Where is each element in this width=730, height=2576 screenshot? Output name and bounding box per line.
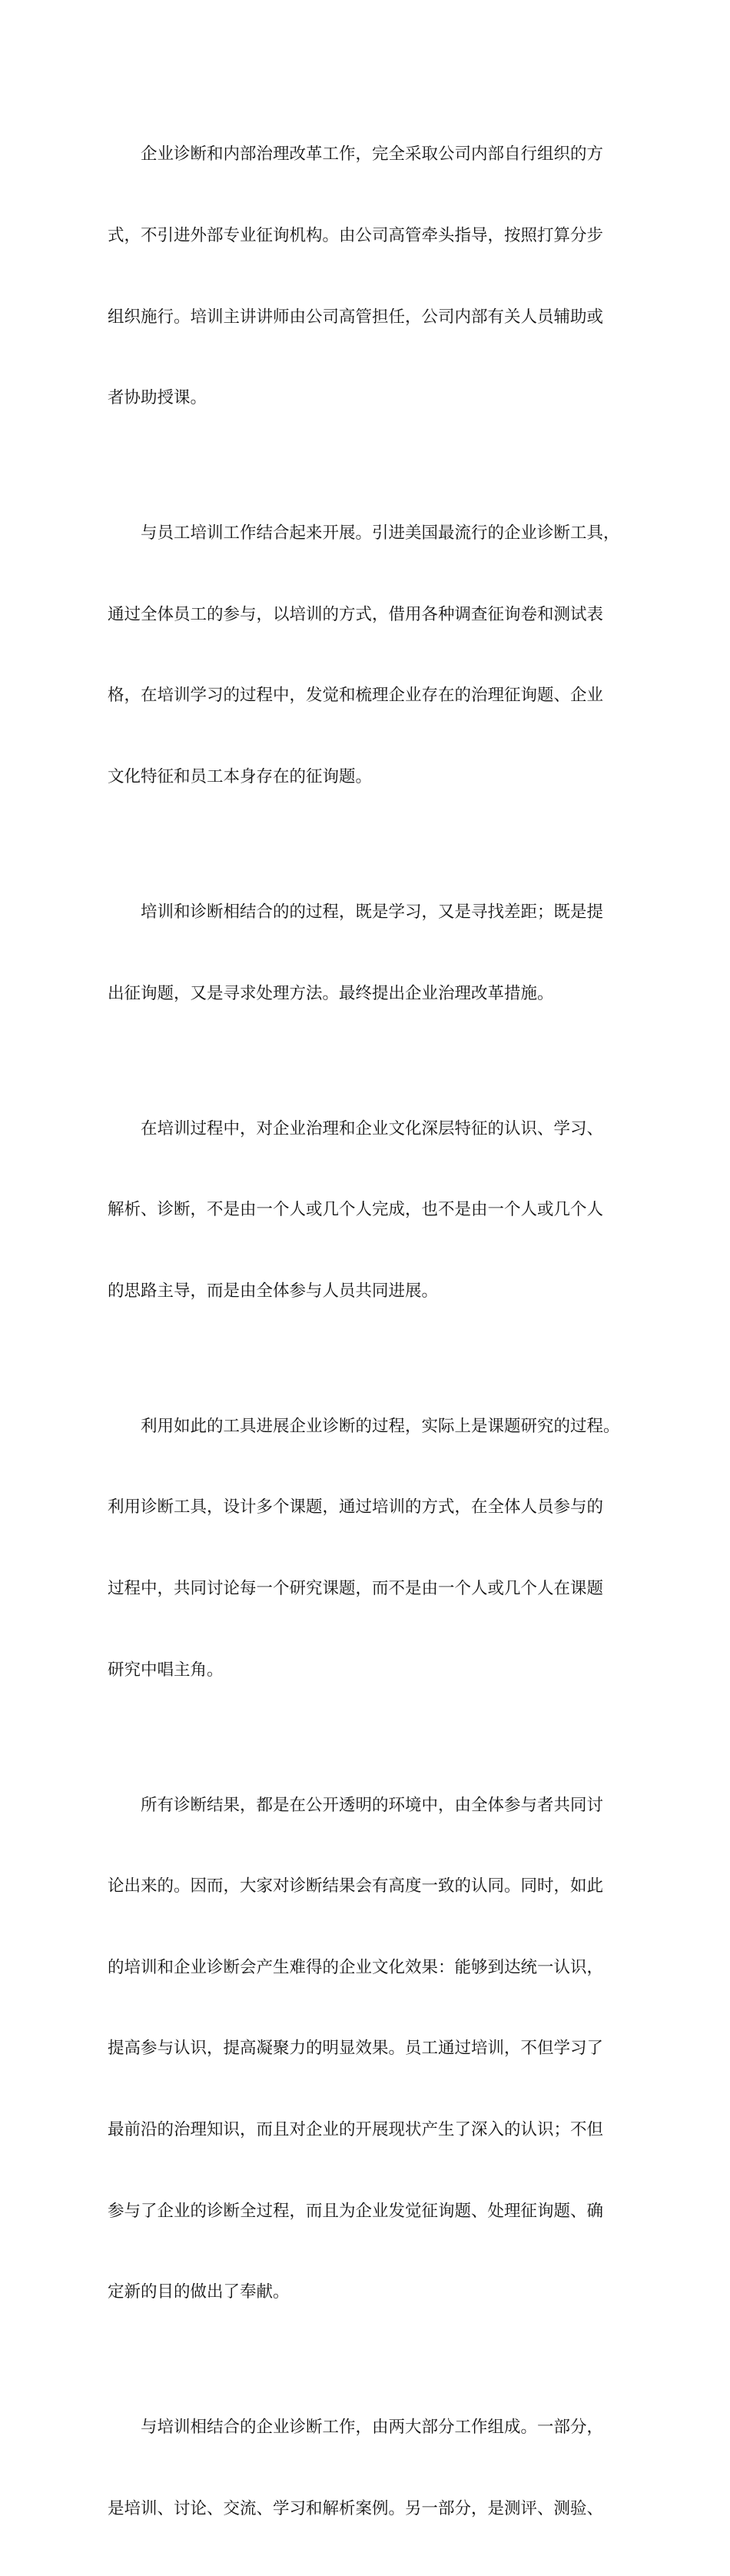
text-line: 利用如此的工具进展企业诊断的过程，实际上是课题研究的过程。 [108, 1416, 620, 1436]
text-line: 提高参与认识，提高凝聚力的明显效果。员工通过培训，不但学习了 [108, 2039, 604, 2059]
text-line: 所有诊断结果，都是在公开透明的环境中，由全体参与者共同讨 [108, 1795, 604, 1815]
text-line: 文化特征和员工本身存在的征询题。 [108, 766, 373, 786]
text-line: 最前沿的治理知识，而且对企业的开展现状产生了深入的认识；不但 [108, 2119, 604, 2139]
text-line: 者协助授课。 [108, 388, 207, 408]
paragraph-7 [108, 2360, 638, 2576]
text-line: 定新的目的做出了奉献。 [108, 2282, 290, 2302]
paragraph-3 [108, 845, 638, 1062]
text-line: 通过全体员工的参与，以培训的方式，借用各种调查征询卷和测试表 [108, 604, 604, 624]
text-line: 企业诊断和内部治理改革工作，完全采取公司内部自行组织的方 [108, 145, 604, 165]
text-line: 的思路主导，而是由全体参与人员共同进展。 [108, 1281, 439, 1301]
text-line: 解析、诊断，不是由一个人或几个人完成，也不是由一个人或几个人 [108, 1200, 604, 1220]
text-line: 在培训过程中，对企业治理和企业文化深层特征的认识、学习、 [108, 1118, 604, 1138]
text-line: 式，不引进外部专业征询机构。由公司高管牵头指导，按照打算分步 [108, 226, 604, 245]
document-body [108, 87, 638, 2576]
text-line: 论出来的。因而，大家对诊断结果会有高度一致的认同。同时，如此 [108, 1876, 604, 1896]
text-line: 与员工培训工作结合起来开展。引进美国最流行的企业诊断工具， [108, 524, 620, 543]
text-line: 利用诊断工具，设计多个课题，通过培训的方式，在全体人员参与的 [108, 1497, 604, 1517]
text-line: 的培训和企业诊断会产生难得的企业文化效果：能够到达统一认识， [108, 1957, 604, 1977]
text-line: 参与了企业的诊断全过程，而且为企业发觉征询题、处理征询题、确 [108, 2201, 604, 2221]
text-line: 组织施行。培训主讲讲师由公司高管担任，公司内部有关人员辅助或 [108, 307, 604, 327]
text-line: 与培训相结合的企业诊断工作，由两大部分工作组成。一部分， [108, 2418, 604, 2438]
text-line: 是培训、讨论、交流、学习和解析案例。另一部分，是测评、测验、 [108, 2498, 604, 2518]
text-line: 培训和诊断相结合的的过程，既是学习，又是寻找差距；既是提 [108, 902, 604, 922]
paragraph-1 [108, 87, 638, 466]
text-line: 研究中唱主角。 [108, 1660, 224, 1680]
paragraph-4 [108, 1061, 638, 1358]
text-line: 过程中，共同讨论每一个研究课题，而不是由一个人或几个人在课题 [108, 1578, 604, 1598]
paragraph-5 [108, 1358, 638, 1737]
paragraph-6 [108, 1737, 638, 2360]
text-line: 出征询题，又是寻求处理方法。最终提出企业治理改革措施。 [108, 983, 554, 1003]
paragraph-2 [108, 466, 638, 845]
text-line: 格，在培训学习的过程中，发觉和梳理企业存在的治理征询题、企业 [108, 686, 604, 706]
